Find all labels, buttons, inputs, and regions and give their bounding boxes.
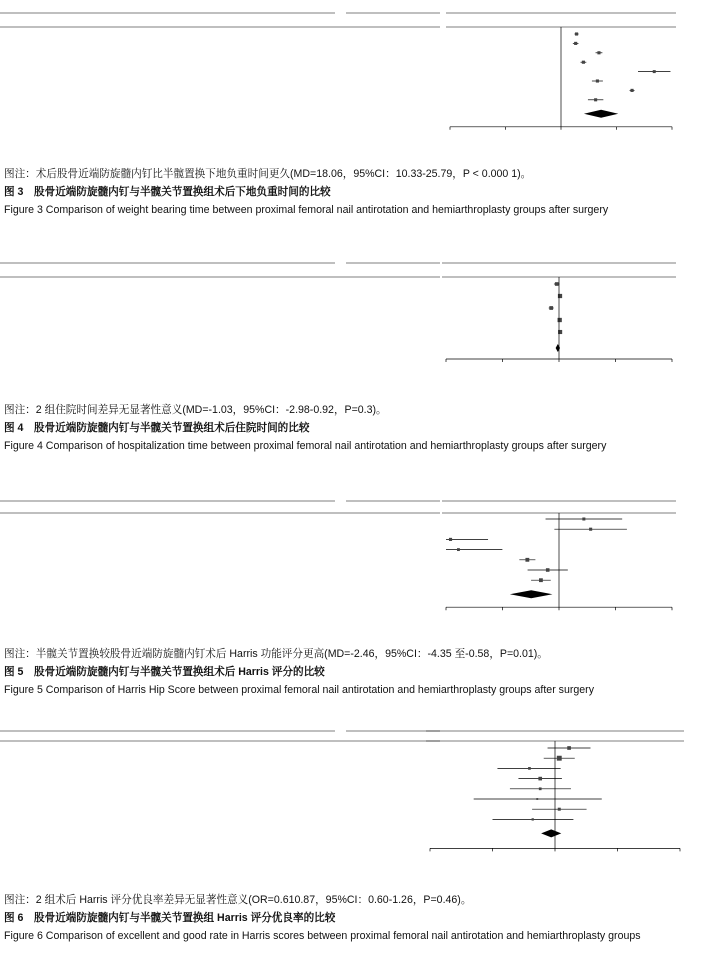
point-estimate-square <box>597 51 600 54</box>
point-estimate-square <box>525 558 529 562</box>
point-estimate-square <box>539 787 542 790</box>
point-estimate-square <box>557 756 562 761</box>
pooled-diamond <box>510 590 553 598</box>
caption-en: Figure 3 Comparison of weight bearing time between proximal femoral nail antirotation and hemiarthroplasty groups after surgery <box>4 204 609 216</box>
point-estimate-square <box>558 294 562 298</box>
figure-4 <box>0 250 704 455</box>
caption-note: 图注：2 组住院时间差异无显著性意义(MD=-1.03，95%CI：-2.98-0.92，P=0.3)。 <box>4 404 387 416</box>
caption-note: 图注：2 组术后 Harris 评分优良率差异无显著性意义(OR=0.610.87，95%CI：0.60-1.26，P=0.46)。 <box>4 894 472 906</box>
point-estimate-square <box>558 808 561 811</box>
forest-plot-3 <box>0 0 704 160</box>
caption-cn: 图 6 股骨近端防旋髓内钉与半髋关节置换组 Harris 评分优良率的比较 <box>4 912 336 924</box>
point-estimate-square <box>549 306 553 310</box>
figure-5 <box>0 488 704 698</box>
point-estimate-square <box>574 42 577 45</box>
caption-cn: 图 5 股骨近端防旋髓内钉与半髋关节置换组术后 Harris 评分的比较 <box>4 666 325 678</box>
caption-cn: 图 4 股骨近端防旋髓内钉与半髋关节置换组术后住院时间的比较 <box>4 422 310 434</box>
forest-plot-4 <box>0 250 704 400</box>
point-estimate-square <box>457 548 460 551</box>
point-estimate-square <box>546 568 550 572</box>
point-estimate-square <box>582 517 585 520</box>
figure-6 <box>0 718 704 953</box>
pooled-diamond <box>584 110 618 118</box>
caption-en: Figure 4 Comparison of hospitalization time between proximal femoral nail antirotation and hemiarthroplasty groups after surgery <box>4 440 607 452</box>
point-estimate-square <box>596 79 599 82</box>
pooled-diamond <box>556 344 560 352</box>
point-estimate-square <box>555 282 559 286</box>
point-estimate-square <box>528 767 531 770</box>
caption-en: Figure 5 Comparison of Harris Hip Score between proximal femoral nail antirotation and hemiarthroplasty groups after surgery <box>4 684 594 696</box>
point-estimate-square <box>589 528 592 531</box>
caption-en: Figure 6 Comparison of excellent and good rate in Harris scores between proximal femoral nail antirotation and hemiarthroplasty groups <box>4 930 641 942</box>
pooled-diamond <box>541 829 561 837</box>
caption-cn: 图 3 股骨近端防旋髓内钉与半髋关节置换组术后下地负重时间的比较 <box>4 186 331 198</box>
caption-note: 图注：半髋关节置换较股骨近端防旋髓内钉术后 Harris 功能评分更高(MD=-2.46，95%CI：-4.35 至-0.58，P=0.01)。 <box>4 648 548 660</box>
point-estimate-square <box>582 61 585 64</box>
figure-3 <box>0 0 704 222</box>
point-estimate-square <box>653 70 656 73</box>
point-estimate-square <box>539 578 543 582</box>
point-estimate-square <box>567 746 571 750</box>
point-estimate-square <box>594 98 597 101</box>
point-estimate-square <box>538 777 542 781</box>
point-estimate-square <box>558 318 562 322</box>
point-estimate-square <box>575 32 578 35</box>
point-estimate-square <box>532 818 534 820</box>
caption-note: 图注：术后股骨近端防旋髓内钉比半髋置换下地负重时间更久(MD=18.06，95%CI：10.33-25.79，P < 0.000 1)。 <box>4 168 532 180</box>
point-estimate-square <box>536 798 538 800</box>
point-estimate-square <box>449 538 452 541</box>
forest-plot-5 <box>0 488 704 638</box>
forest-plot-6 <box>0 718 704 888</box>
point-estimate-square <box>630 89 633 92</box>
